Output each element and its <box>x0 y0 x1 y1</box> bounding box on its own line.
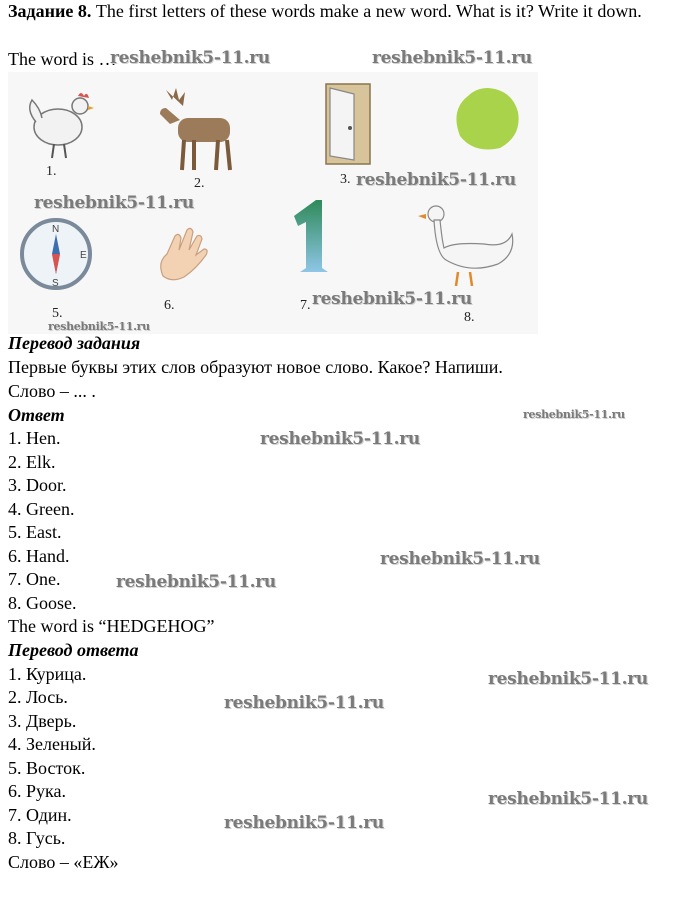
answer-translation-item: 3. Дверь. <box>8 711 77 731</box>
answer-result: The word is “HEDGEHOG” <box>8 616 215 636</box>
picture-label-2: 2. <box>194 176 205 191</box>
green-blob-icon <box>453 84 523 154</box>
compass-icon <box>16 214 96 294</box>
answer-translation-item: 2. Лось. <box>8 687 68 707</box>
watermark: reshebnik5-11.ru <box>260 429 420 449</box>
answer-item: 2. Elk. <box>8 452 56 472</box>
hand-icon <box>153 226 213 286</box>
picture-label-7: 7. <box>300 298 311 313</box>
translation-line: Первые буквы этих слов образуют новое слово. Какое? Напиши. <box>8 357 503 377</box>
task-text: The first letters of these words make a new word. What is it? Write it down. <box>91 1 642 21</box>
task-title <box>8 0 680 22</box>
task-label: Задание 8. <box>8 1 92 21</box>
answer-translation-item: 5. Восток. <box>8 758 86 778</box>
answer-translation-item: 4. Зеленый. <box>8 734 96 754</box>
watermark: reshebnik5-11.ru <box>224 693 384 713</box>
picture-label-6: 6. <box>164 298 175 313</box>
door-icon <box>320 80 380 170</box>
answer-item: 1. Hen. <box>8 428 61 448</box>
answer-item: 4. Green. <box>8 499 75 519</box>
answer-item: 8. Goose. <box>8 593 77 613</box>
watermark: reshebnik5-11.ru <box>116 572 276 592</box>
watermark: reshebnik5-11.ru <box>110 48 270 68</box>
watermark: reshebnik5-11.ru <box>224 813 384 833</box>
translation-heading: Перевод задания <box>8 333 141 353</box>
elk-icon <box>148 80 248 175</box>
watermark: reshebnik5-11.ru <box>34 193 194 213</box>
answer-translation-item: 7. Один. <box>8 805 72 825</box>
answer-translation-result: Слово – «ЕЖ» <box>8 852 119 872</box>
watermark: reshebnik5-11.ru <box>372 48 532 68</box>
watermark: reshebnik5-11.ru <box>523 408 625 421</box>
answer-item: 6. Hand. <box>8 546 70 566</box>
watermark: reshebnik5-11.ru <box>488 789 648 809</box>
answer-item: 5. East. <box>8 522 62 542</box>
watermark: reshebnik5-11.ru <box>488 669 648 689</box>
watermark: reshebnik5-11.ru <box>356 170 516 190</box>
translation-line: Слово – ... . <box>8 381 96 401</box>
word-line: The word is … <box>8 49 117 69</box>
answer-translation-heading: Перевод ответа <box>8 640 139 660</box>
number-one-icon <box>284 196 334 276</box>
hen-icon <box>18 82 98 162</box>
answer-translation-item: 8. Гусь. <box>8 828 66 848</box>
answer-translation-item: 1. Курица. <box>8 664 87 684</box>
watermark: reshebnik5-11.ru <box>48 320 150 333</box>
picture-label-5: 5. <box>52 306 63 321</box>
picture-label-1: 1. <box>46 164 57 179</box>
picture-label-8: 8. <box>464 310 475 325</box>
watermark: reshebnik5-11.ru <box>312 289 472 309</box>
answer-item: 7. One. <box>8 569 61 589</box>
svg-text:E: E <box>80 250 87 261</box>
answer-item: 3. Door. <box>8 475 67 495</box>
goose-icon <box>418 200 518 290</box>
answer-heading: Ответ <box>8 405 65 425</box>
answer-translation-item: 6. Рука. <box>8 781 66 801</box>
svg-text:N: N <box>52 224 60 235</box>
svg-text:S: S <box>52 278 59 289</box>
picture-label-3: 3. <box>340 172 351 187</box>
watermark: reshebnik5-11.ru <box>380 549 540 569</box>
